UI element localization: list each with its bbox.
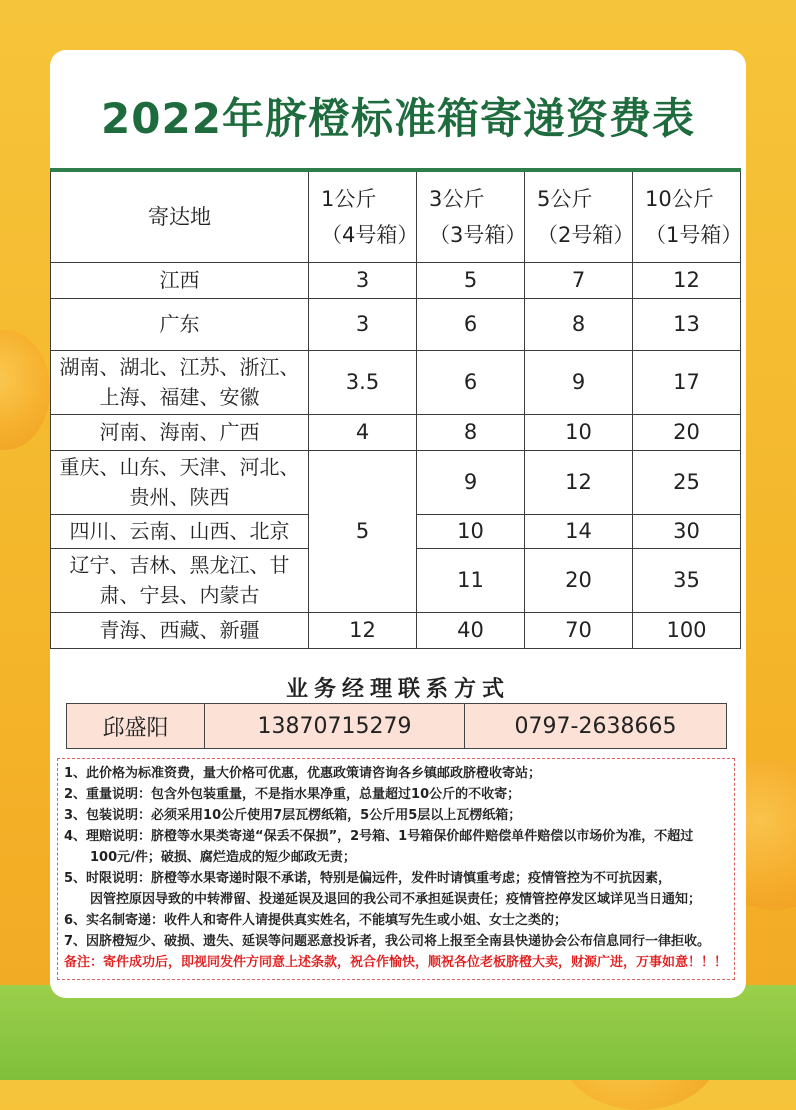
green-footer-band [0,985,796,1080]
price-5kg: 20 [525,548,633,612]
table-row [51,262,741,298]
price-1kg-merged: 5 [309,450,417,612]
price-3kg: 10 [417,514,525,548]
header-destination: 寄达地 [51,170,309,262]
manager-name: 邱盛阳 [67,704,205,749]
destination-cell: 河南、海南、广西 [51,414,309,450]
price-5kg: 70 [525,612,633,648]
header-3kg: 3公斤 （3号箱） [417,170,525,262]
price-10kg: 17 [633,350,741,414]
price-3kg: 5 [417,262,525,298]
price-10kg: 100 [633,612,741,648]
note-item: 5、时限说明：脐橙等水果寄递时限不承诺，特别是偏远件，发件时请慎重考虑；疫情管控为不可抗因素， [64,871,672,886]
price-5kg: 7 [525,262,633,298]
price-3kg: 6 [417,298,525,350]
note-item: 因管控原因导致的中转滞留、投递延误及退回的我公司不承担延误责任；疫情管控停发区域详见当日通知； [90,892,702,907]
orange-decoration-left [0,330,50,450]
destination-cell: 湖南、湖北、江苏、浙江、上海、福建、安徽 [51,350,309,414]
note-item: 2、重量说明：包含外包装重量，不是指水果净重，总量超过10公斤的不收寄； [64,787,521,802]
price-10kg: 13 [633,298,741,350]
note-item: 100元/件；破损、腐烂造成的短少邮政无责； [90,850,356,865]
contact-table [66,703,727,749]
note-item: 7、因脐橙短少、破损、遗失、延误等问题恶意投诉者，我公司将上报至全南县快递协会公布信息同行一律拒收。 [64,934,711,949]
price-3kg: 9 [417,450,525,514]
price-1kg: 3.5 [309,350,417,414]
destination-cell: 江西 [51,262,309,298]
table-header-row [51,170,741,262]
header-5kg: 5公斤 （2号箱） [525,170,633,262]
price-1kg: 3 [309,262,417,298]
price-10kg: 12 [633,262,741,298]
destination-cell: 辽宁、吉林、黑龙江、甘肃、宁县、内蒙古 [51,548,309,612]
table-row [51,350,741,414]
note-item: 3、包装说明：必须采用10公斤使用7层瓦楞纸箱，5公斤用5层以上瓦楞纸箱； [64,808,522,823]
destination-cell: 重庆、山东、天津、河北、贵州、陕西 [51,450,309,514]
price-1kg: 4 [309,414,417,450]
price-3kg: 6 [417,350,525,414]
header-10kg: 10公斤 （1号箱） [633,170,741,262]
note-item: 4、理赔说明：脐橙等水果类寄递“保丢不保损”，2号箱、1号箱保价邮件赔偿单件赔偿以市场价为准，不超过 [64,829,694,844]
remark-note: 备注：寄件成功后，即视同发件方同意上述条款，祝合作愉快，顺祝各位老板脐橙大卖，财源广进，万事如意！！！ [64,955,728,970]
table-row [51,298,741,350]
mobile-number[interactable]: 13870715279 [205,704,465,749]
price-3kg: 40 [417,612,525,648]
rate-table [50,168,741,649]
price-5kg: 10 [525,414,633,450]
price-10kg: 35 [633,548,741,612]
destination-cell: 四川、云南、山西、北京 [51,514,309,548]
header-1kg: 1公斤 （4号箱） [309,170,417,262]
price-10kg: 30 [633,514,741,548]
price-1kg: 3 [309,298,417,350]
destination-cell: 广东 [51,298,309,350]
table-row [51,414,741,450]
price-3kg: 8 [417,414,525,450]
table-row [51,450,741,514]
table-row [51,612,741,648]
page-title: 2022年脐橙标准箱寄递资费表 [101,94,695,143]
note-item: 6、实名制寄递：收件人和寄件人请提供真实姓名，不能填写先生或小姐、女士之类的； [64,913,568,928]
price-5kg: 9 [525,350,633,414]
price-5kg: 8 [525,298,633,350]
price-10kg: 20 [633,414,741,450]
price-5kg: 14 [525,514,633,548]
notes-box [57,758,735,980]
price-10kg: 25 [633,450,741,514]
destination-cell: 青海、西藏、新疆 [51,612,309,648]
phone-number[interactable]: 0797-2638665 [465,704,727,749]
contact-heading: 业务经理联系方式 [285,677,510,702]
price-3kg: 11 [417,548,525,612]
price-5kg: 12 [525,450,633,514]
note-item: 1、此价格为标准资费，量大价格可优惠，优惠政策请咨询各乡镇邮政脐橙收寄站； [64,766,542,781]
price-1kg: 12 [309,612,417,648]
